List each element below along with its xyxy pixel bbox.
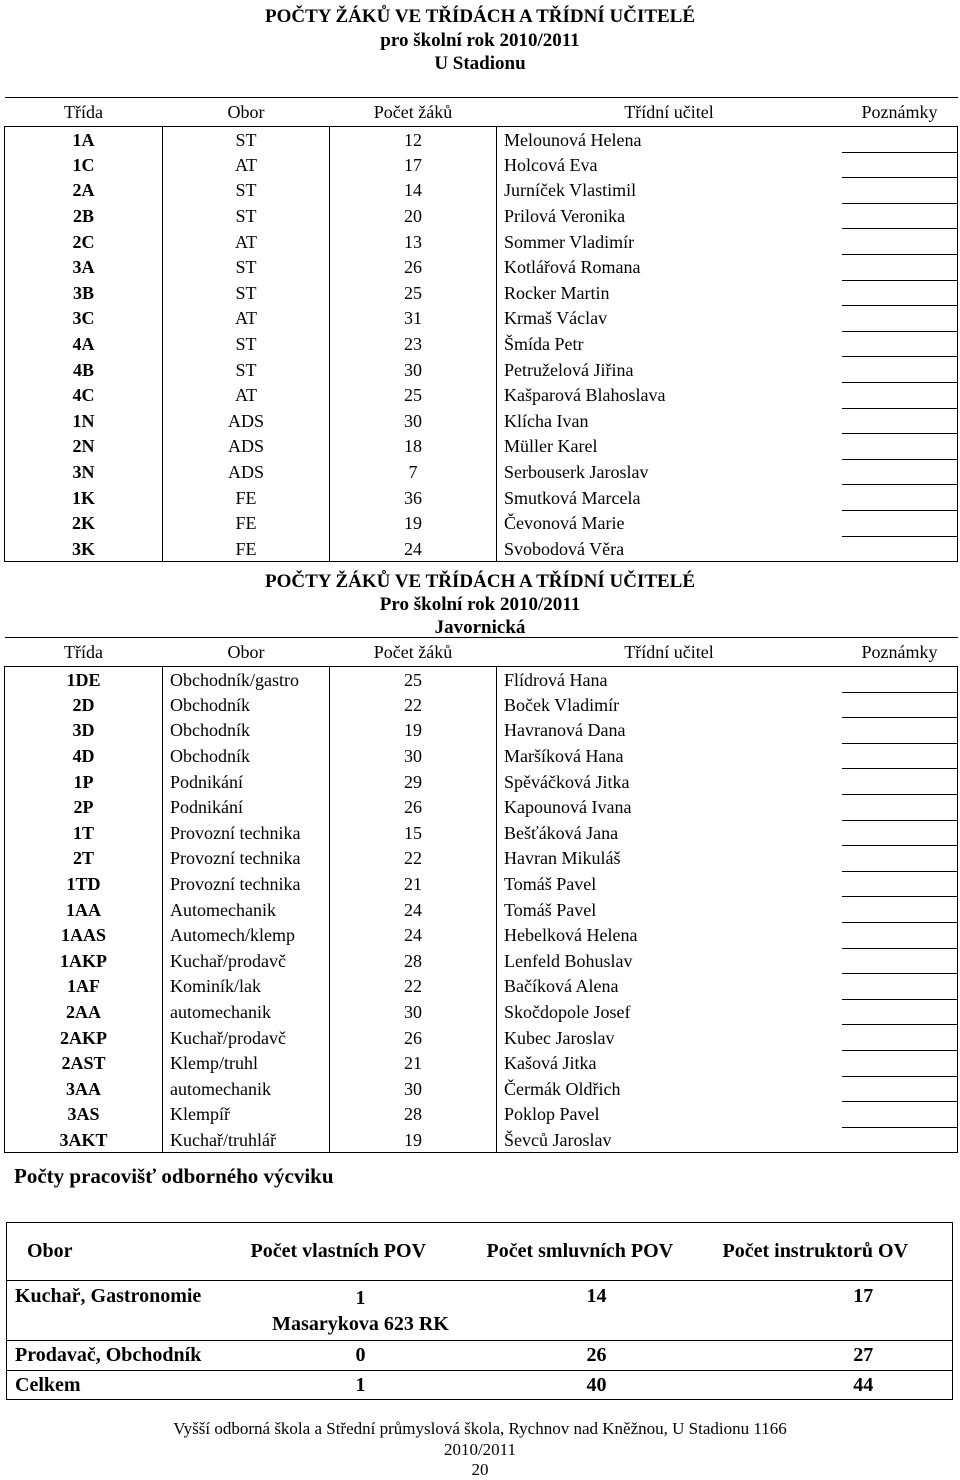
cell-ucitel: Čermák Oldřich — [504, 1078, 621, 1099]
cell-poznamky — [842, 1102, 958, 1128]
cell-poznamky — [842, 820, 958, 846]
cell-obor: automechanik — [163, 999, 330, 1025]
cell-pocet: 22 — [330, 974, 497, 1000]
cell-obor: AT — [163, 229, 330, 255]
cell-obor: Obchodník — [163, 743, 330, 769]
table-row — [5, 948, 958, 974]
cell-ucitel: Svobodová Věra — [497, 536, 842, 562]
cell-obor: ST — [163, 357, 330, 383]
pov-vlastni-address: Masarykova 623 RK — [272, 1313, 449, 1335]
cell-ucitel: Kotlářová Romana — [504, 257, 641, 278]
cell-obor: Kuchař/prodavč — [163, 1025, 330, 1051]
cell-trida: 2AKP — [5, 1025, 163, 1051]
pov-row-instruktori: 27 — [715, 1341, 953, 1371]
cell-trida: 1AA — [5, 897, 163, 923]
cell-ucitel: Kašparová Blahoslava — [504, 385, 666, 406]
cell-pocet: 30 — [330, 357, 497, 383]
cell-poznamky — [842, 331, 958, 357]
cell-pocet: 36 — [330, 485, 497, 511]
cell-ucitel: Müller Karel — [504, 436, 598, 457]
cell-trida: 4B — [5, 357, 163, 383]
cell-ucitel: Maršíková Hana — [504, 746, 624, 767]
cell-ucitel: Smutková Marcela — [504, 487, 641, 508]
cell-poznamky — [842, 718, 958, 744]
cell-poznamky — [842, 485, 958, 511]
cell-trida: 2A — [5, 178, 163, 204]
table-row — [5, 127, 958, 153]
table-row — [5, 1025, 958, 1051]
cell-obor: ADS — [163, 459, 330, 485]
cell-trida: 2P — [5, 794, 163, 820]
table-row — [5, 820, 958, 846]
cell-obor: Automechanik — [163, 897, 330, 923]
header-pocet: Počet žáků — [330, 638, 497, 667]
cell-trida: 2N — [5, 434, 163, 460]
cell-pocet: 31 — [330, 306, 497, 332]
cell-trida: 2T — [5, 846, 163, 872]
table-row — [5, 718, 958, 744]
section1-title: POČTY ŽÁKŮ VE TŘÍDÁCH A TŘÍDNÍ UČITELÉ — [264, 6, 696, 27]
cell-trida: 2AA — [5, 999, 163, 1025]
table-row — [5, 999, 958, 1025]
cell-ucitel: Havranová Dana — [504, 720, 626, 741]
cell-pocet: 19 — [330, 718, 497, 744]
cell-pocet: 22 — [330, 846, 497, 872]
cell-ucitel: Jurníček Vlastimil — [504, 180, 637, 201]
table-header-row — [5, 638, 958, 667]
cell-trida: 1A — [5, 127, 163, 153]
cell-ucitel: Čevonová Marie — [504, 513, 625, 534]
cell-ucitel: Hebelková Helena — [504, 925, 638, 946]
table-row — [5, 1076, 958, 1102]
cell-obor: ADS — [163, 408, 330, 434]
footer-school: Vyšší odborná škola a Střední průmyslová škola, Rychnov nad Kněžnou, U Stadionu 1166 — [173, 1419, 787, 1438]
cell-poznamky — [842, 1127, 958, 1153]
header-obor: Obor — [163, 638, 330, 667]
pov-row-vlastni — [243, 1281, 479, 1341]
section2-location: Javornická — [434, 617, 526, 638]
cell-ucitel: Skočdopole Josef — [504, 1002, 631, 1023]
header-trida: Třída — [5, 98, 163, 127]
cell-trida: 3C — [5, 306, 163, 332]
cell-ucitel: Spěváčková Jitka — [504, 771, 630, 792]
cell-pocet: 19 — [330, 1127, 497, 1153]
header-trida: Třída — [5, 638, 163, 667]
cell-trida: 1AAS — [5, 922, 163, 948]
cell-poznamky — [842, 280, 958, 306]
cell-poznamky — [842, 459, 958, 485]
pov-row-instruktori: 44 — [715, 1371, 953, 1400]
cell-pocet: 23 — [330, 331, 497, 357]
cell-obor: ST — [163, 254, 330, 280]
cell-trida: 1C — [5, 152, 163, 178]
cell-poznamky — [842, 510, 958, 536]
cell-pocet: 25 — [330, 382, 497, 408]
cell-obor: Automech/klemp — [163, 922, 330, 948]
cell-poznamky — [842, 229, 958, 255]
cell-poznamky — [842, 203, 958, 229]
cell-pocet: 24 — [330, 536, 497, 562]
cell-obor: ST — [163, 178, 330, 204]
pov-header-instruktori: Počet instruktorů OV — [715, 1223, 953, 1281]
cell-ucitel: Lenfeld Bohuslav — [504, 950, 633, 971]
pov-row-smluvni: 26 — [479, 1341, 715, 1371]
table-row — [5, 743, 958, 769]
table-row — [5, 897, 958, 923]
cell-pocet: 7 — [330, 459, 497, 485]
table-row — [5, 280, 958, 306]
cell-obor: Kuchař/prodavč — [163, 948, 330, 974]
cell-ucitel: Tomáš Pavel — [504, 899, 597, 920]
header-ucitel: Třídní učitel — [497, 638, 842, 667]
cell-obor: Obchodník — [163, 692, 330, 718]
header-obor: Obor — [163, 98, 330, 127]
table-row — [5, 331, 958, 357]
cell-obor: ADS — [163, 434, 330, 460]
cell-pocet: 25 — [330, 280, 497, 306]
section2-title: POČTY ŽÁKŮ VE TŘÍDÁCH A TŘÍDNÍ UČITELÉ — [264, 571, 696, 592]
cell-poznamky — [842, 999, 958, 1025]
cell-poznamky — [842, 1050, 958, 1076]
cell-poznamky — [842, 408, 958, 434]
cell-pocet: 13 — [330, 229, 497, 255]
table-row — [5, 510, 958, 536]
cell-ucitel: Flídrová Hana — [504, 669, 608, 690]
cell-pocet: 20 — [330, 203, 497, 229]
pov-header-smluvni: Počet smluvních POV — [479, 1223, 715, 1281]
cell-ucitel: Bešťáková Jana — [504, 822, 619, 843]
section3-title: Počty pracovišť odborného výcviku — [14, 1164, 334, 1188]
cell-pocet: 26 — [330, 794, 497, 820]
cell-poznamky — [842, 897, 958, 923]
cell-ucitel: Melounová Helena — [504, 129, 642, 150]
cell-obor: AT — [163, 382, 330, 408]
table-row — [5, 459, 958, 485]
cell-trida: 3AA — [5, 1076, 163, 1102]
cell-obor: Podnikání — [163, 769, 330, 795]
pov-header-vlastni: Počet vlastních POV — [243, 1223, 479, 1281]
cell-ucitel: Kapounová Ivana — [504, 797, 632, 818]
table-row — [5, 485, 958, 511]
pov-row-vlastni: 1 — [243, 1371, 479, 1400]
cell-obor: Klemp/truhl — [163, 1050, 330, 1076]
cell-ucitel: Havran Mikuláš — [504, 848, 621, 869]
table-row — [5, 229, 958, 255]
cell-trida: 3B — [5, 280, 163, 306]
cell-poznamky — [842, 127, 958, 153]
cell-trida: 4A — [5, 331, 163, 357]
pov-row-smluvni: 14 — [586, 1285, 607, 1307]
page-number: 20 — [471, 1460, 489, 1479]
cell-pocet: 26 — [330, 254, 497, 280]
cell-trida: 1AKP — [5, 948, 163, 974]
header-pocet: Počet žáků — [330, 98, 497, 127]
cell-obor: FE — [163, 536, 330, 562]
cell-poznamky — [842, 306, 958, 332]
cell-pocet: 28 — [330, 1102, 497, 1128]
cell-obor: Obchodník — [163, 718, 330, 744]
table-row — [5, 178, 958, 204]
header-poznamky: Poznámky — [842, 98, 958, 127]
footer-year: 2010/2011 — [443, 1440, 517, 1459]
cell-pocet: 26 — [330, 1025, 497, 1051]
classes-table-stadionu — [4, 97, 958, 562]
cell-ucitel: Sommer Vladimír — [504, 231, 635, 252]
table-row — [5, 922, 958, 948]
cell-poznamky — [842, 357, 958, 383]
table-row — [5, 357, 958, 383]
cell-obor: Provozní technika — [163, 820, 330, 846]
cell-poznamky — [842, 667, 958, 693]
cell-ucitel: Kubec Jaroslav — [504, 1027, 615, 1048]
pov-row-obor: Celkem — [7, 1371, 243, 1400]
cell-poznamky — [842, 1076, 958, 1102]
table-row — [5, 846, 958, 872]
pov-row-obor: Kuchař, Gastronomie — [7, 1281, 243, 1341]
cell-pocet: 15 — [330, 820, 497, 846]
cell-trida: 2D — [5, 692, 163, 718]
cell-trida: 3N — [5, 459, 163, 485]
cell-trida: 4D — [5, 743, 163, 769]
cell-obor: Podnikání — [163, 794, 330, 820]
cell-ucitel: Klícha Ivan — [504, 410, 589, 431]
cell-pocet: 28 — [330, 948, 497, 974]
cell-obor: ST — [163, 127, 330, 153]
cell-obor: Provozní technika — [163, 871, 330, 897]
table-row — [5, 434, 958, 460]
table-row — [5, 871, 958, 897]
pov-vlastni-value: 1 — [355, 1287, 366, 1309]
cell-pocet: 22 — [330, 692, 497, 718]
cell-obor: FE — [163, 485, 330, 511]
cell-ucitel: Kašová Jitka — [504, 1053, 597, 1074]
cell-trida: 1P — [5, 769, 163, 795]
table-row — [5, 152, 958, 178]
cell-trida: 3D — [5, 718, 163, 744]
cell-poznamky — [842, 152, 958, 178]
cell-obor: Klempíř — [163, 1102, 330, 1128]
cell-ucitel: Tomáš Pavel — [504, 874, 597, 895]
cell-trida: 2AST — [5, 1050, 163, 1076]
table-row — [5, 254, 958, 280]
cell-ucitel: Boček Vladimír — [504, 694, 620, 715]
cell-trida: 1AF — [5, 974, 163, 1000]
cell-poznamky — [842, 254, 958, 280]
cell-poznamky — [842, 846, 958, 872]
cell-trida: 3K — [5, 536, 163, 562]
cell-pocet: 21 — [330, 871, 497, 897]
table-row — [5, 974, 958, 1000]
cell-pocet: 29 — [330, 769, 497, 795]
pov-row-instruktori: 17 — [715, 1281, 953, 1341]
table-row — [5, 1050, 958, 1076]
pov-row-smluvni: 40 — [479, 1371, 715, 1400]
cell-trida: 2C — [5, 229, 163, 255]
pov-row-obor: Prodavač, Obchodník — [7, 1341, 243, 1371]
table-row — [5, 536, 958, 562]
table-row — [5, 306, 958, 332]
cell-poznamky — [842, 1025, 958, 1051]
cell-poznamky — [842, 536, 958, 562]
cell-ucitel: Ševců Jaroslav — [497, 1127, 842, 1153]
cell-obor: AT — [163, 152, 330, 178]
cell-poznamky — [842, 769, 958, 795]
cell-trida: 1TD — [5, 871, 163, 897]
cell-obor: AT — [163, 306, 330, 332]
cell-trida: 1K — [5, 485, 163, 511]
cell-pocet: 18 — [330, 434, 497, 460]
table-header-row — [5, 98, 958, 127]
cell-poznamky — [842, 178, 958, 204]
classes-table-javornicka — [4, 637, 958, 1153]
cell-trida: 4C — [5, 382, 163, 408]
table-row — [5, 1102, 958, 1128]
cell-pocet: 30 — [330, 999, 497, 1025]
cell-pocet: 30 — [330, 1076, 497, 1102]
cell-pocet: 19 — [330, 510, 497, 536]
cell-ucitel: Petruželová Jiřina — [504, 359, 634, 380]
cell-pocet: 30 — [330, 743, 497, 769]
cell-ucitel: Serbouserk Jaroslav — [504, 462, 649, 483]
pov-header-obor: Obor — [7, 1223, 243, 1281]
cell-obor: Kuchař/truhlář — [163, 1127, 330, 1153]
cell-poznamky — [842, 382, 958, 408]
cell-pocet: 24 — [330, 897, 497, 923]
cell-poznamky — [842, 974, 958, 1000]
header-poznamky: Poznámky — [842, 638, 958, 667]
cell-trida: 1N — [5, 408, 163, 434]
cell-ucitel: Krmaš Václav — [504, 308, 608, 329]
table-row — [5, 667, 958, 693]
cell-obor: ST — [163, 331, 330, 357]
cell-poznamky — [842, 871, 958, 897]
cell-trida: 3AKT — [5, 1127, 163, 1153]
cell-ucitel: Rocker Martin — [504, 282, 610, 303]
cell-poznamky — [842, 743, 958, 769]
cell-ucitel: Poklop Pavel — [504, 1104, 600, 1125]
cell-obor: automechanik — [163, 1076, 330, 1102]
cell-trida: 3AS — [5, 1102, 163, 1128]
cell-pocet: 30 — [330, 408, 497, 434]
cell-poznamky — [842, 922, 958, 948]
cell-poznamky — [842, 434, 958, 460]
header-ucitel: Třídní učitel — [497, 98, 842, 127]
cell-obor: Kominík/lak — [163, 974, 330, 1000]
cell-trida: 2K — [5, 510, 163, 536]
cell-ucitel: Bačíková Alena — [504, 976, 619, 997]
cell-obor: Obchodník/gastro — [163, 667, 330, 693]
cell-pocet: 25 — [330, 667, 497, 693]
section1-location: U Stadionu — [434, 53, 526, 74]
cell-obor: FE — [163, 510, 330, 536]
cell-ucitel: Šmída Petr — [504, 334, 584, 355]
table-row — [5, 382, 958, 408]
cell-poznamky — [842, 794, 958, 820]
cell-trida: 3A — [5, 254, 163, 280]
cell-pocet: 24 — [330, 922, 497, 948]
section2-subtitle: Pro školní rok 2010/2011 — [379, 594, 581, 615]
cell-ucitel: Prilová Veronika — [504, 206, 626, 227]
cell-pocet: 14 — [330, 178, 497, 204]
section1-subtitle: pro školní rok 2010/2011 — [380, 30, 580, 51]
cell-obor: ST — [163, 203, 330, 229]
table-row — [5, 794, 958, 820]
table-row — [5, 203, 958, 229]
table-row — [5, 1127, 958, 1153]
table-row — [5, 769, 958, 795]
cell-poznamky — [842, 692, 958, 718]
pov-row-vlastni: 0 — [243, 1341, 479, 1371]
table-row — [5, 408, 958, 434]
cell-obor: Provozní technika — [163, 846, 330, 872]
cell-pocet: 21 — [330, 1050, 497, 1076]
cell-trida: 1T — [5, 820, 163, 846]
pov-table — [6, 1222, 953, 1400]
cell-pocet: 17 — [330, 152, 497, 178]
cell-pocet: 12 — [330, 127, 497, 153]
cell-trida: 2B — [5, 203, 163, 229]
cell-ucitel: Holcová Eva — [504, 154, 598, 175]
cell-obor: ST — [163, 280, 330, 306]
table-row — [5, 692, 958, 718]
cell-poznamky — [842, 948, 958, 974]
cell-trida: 1DE — [5, 667, 163, 693]
